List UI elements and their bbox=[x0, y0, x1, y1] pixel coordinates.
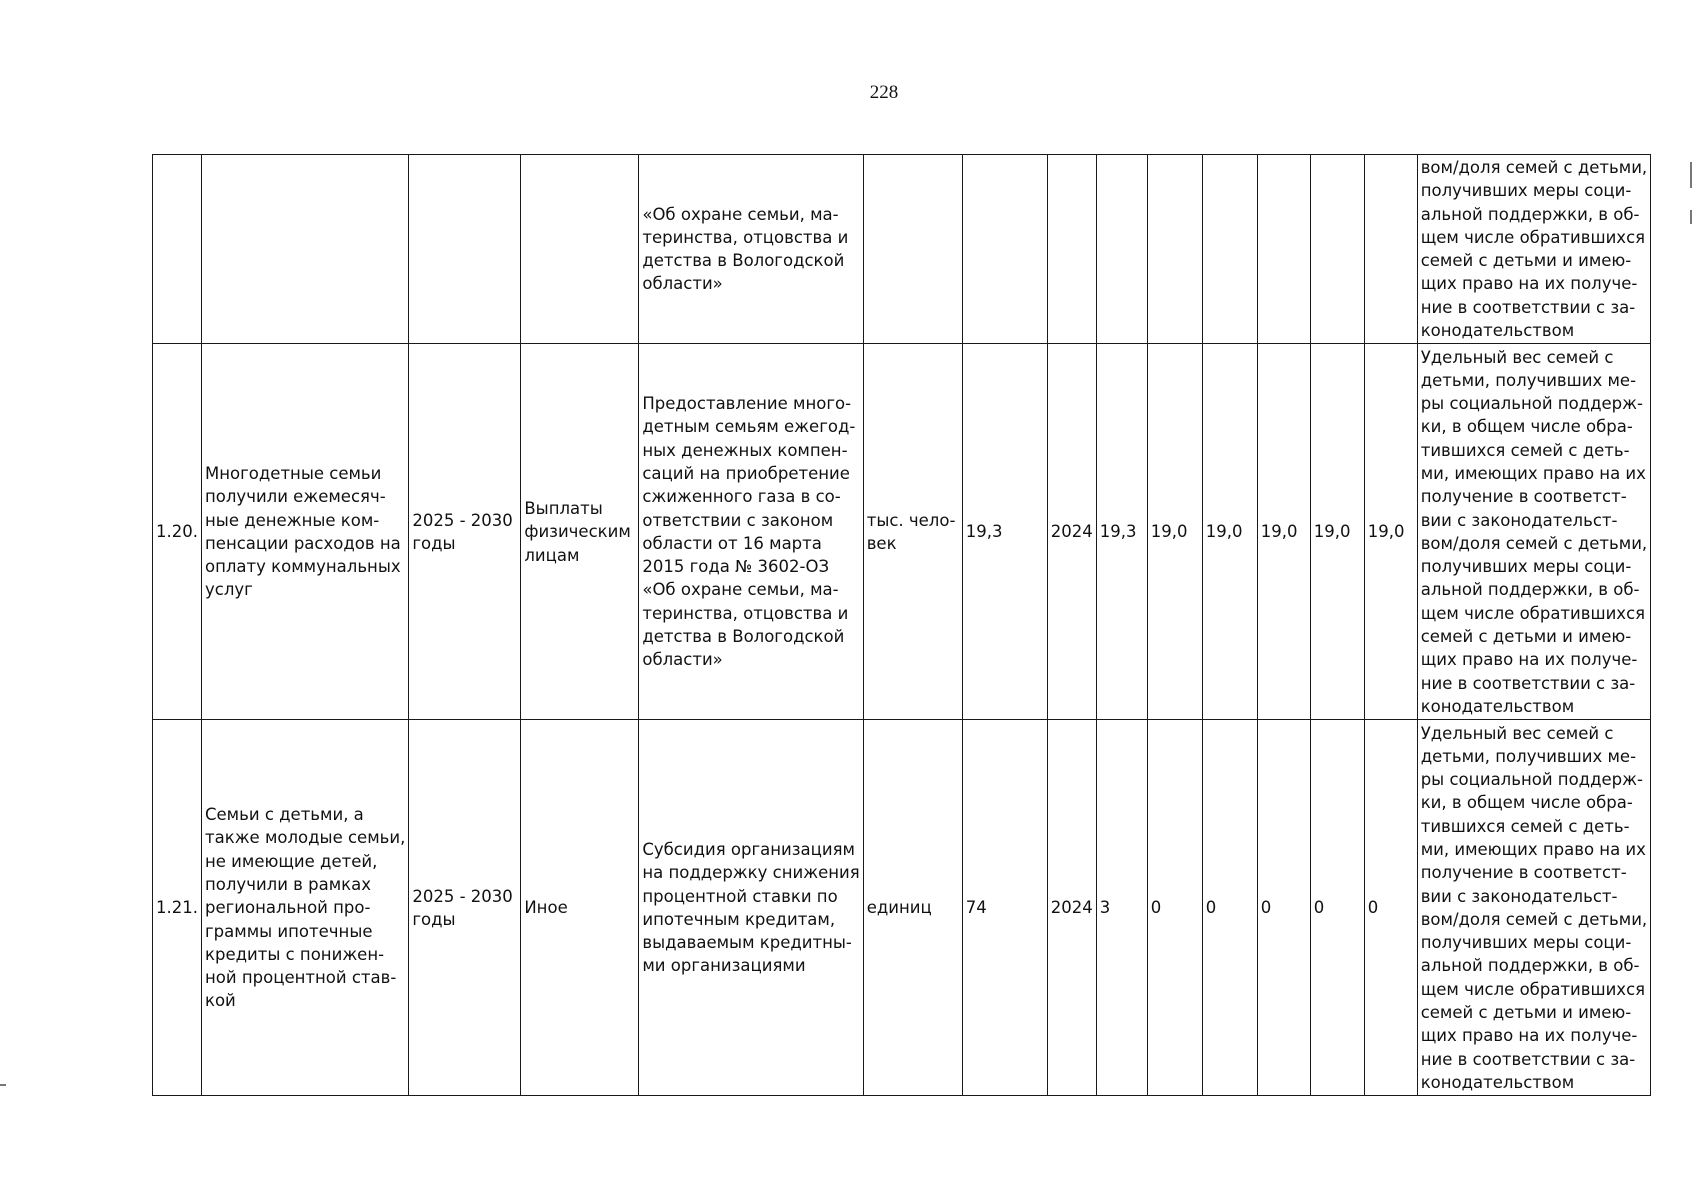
text-line: семей с детьми и имею- bbox=[1420, 1003, 1632, 1023]
text-line: ми, имеющих право на их bbox=[1420, 839, 1646, 859]
value-2025-cell: 19,3 bbox=[1096, 344, 1147, 720]
text-line: области» bbox=[642, 650, 723, 670]
value-2025-cell bbox=[1096, 155, 1147, 344]
text-line: вии с законодательст- bbox=[1420, 886, 1618, 906]
text-line: Субсидия организациям bbox=[642, 839, 855, 859]
text-line: ми организациями bbox=[642, 956, 806, 976]
text-line: ние в соответствии с за- bbox=[1420, 1049, 1636, 1069]
text-line: конодательством bbox=[1420, 696, 1575, 716]
text-line: сжиженного газа в со- bbox=[642, 487, 841, 507]
text-line: граммы ипотечные bbox=[205, 921, 373, 941]
row-number-cell bbox=[153, 155, 202, 344]
unit-cell bbox=[863, 155, 962, 344]
text-line: 2025 - 2030 bbox=[412, 510, 513, 530]
text-line: щем числе обратившихся bbox=[1420, 979, 1646, 999]
base-year-cell bbox=[1047, 155, 1096, 344]
type-cell bbox=[521, 720, 639, 1096]
text-line: детьми, получивших ме- bbox=[1420, 746, 1637, 766]
margin-mark bbox=[1690, 162, 1692, 188]
text-line: кредиты с понижен- bbox=[205, 944, 385, 964]
text-line: получили в рамках bbox=[205, 874, 372, 894]
text-line: Иное bbox=[524, 898, 568, 918]
base-value-cell: 74 bbox=[962, 720, 1047, 1096]
text-line: ные денежные ком- bbox=[205, 510, 380, 530]
value-2029-cell: 0 bbox=[1310, 720, 1364, 1096]
text-line: ки, в общем числе обра- bbox=[1420, 417, 1633, 437]
period-cell bbox=[409, 344, 521, 720]
text-line: детным семьям ежегод- bbox=[642, 417, 856, 437]
value-2028-cell: 0 bbox=[1257, 720, 1310, 1096]
text-line: щем числе обратившихся bbox=[1420, 603, 1646, 623]
value-2029-cell: 19,0 bbox=[1310, 344, 1364, 720]
text-line: 2015 года № 3602-ОЗ bbox=[642, 557, 830, 577]
text-line: вом/доля семей с детьми, bbox=[1420, 909, 1648, 929]
text-line: ры социальной поддерж- bbox=[1420, 394, 1643, 414]
value-2026-cell: 0 bbox=[1147, 720, 1202, 1096]
text-line: кой bbox=[205, 991, 236, 1011]
text-line: не имеющие детей, bbox=[205, 851, 378, 871]
text-line: лицам bbox=[524, 545, 580, 565]
text-line: ние в соответствии с за- bbox=[1420, 673, 1636, 693]
text-line: ми, имеющих право на их bbox=[1420, 463, 1646, 483]
base-year-cell: 2024 bbox=[1047, 344, 1096, 720]
text-line: Многодетные семьи bbox=[205, 463, 382, 483]
text-line: области от 16 марта bbox=[642, 533, 822, 553]
value-2030-cell: 19,0 bbox=[1364, 344, 1417, 720]
text-line: тившихся семей с деть- bbox=[1420, 816, 1630, 836]
row-number-cell: 1.21. bbox=[153, 720, 202, 1096]
text-line: теринства, отцовства и bbox=[642, 227, 849, 247]
text-line: годы bbox=[412, 909, 456, 929]
text-line: щих право на их получе- bbox=[1420, 274, 1638, 294]
text-line: региональной про- bbox=[205, 898, 371, 918]
program-table bbox=[152, 154, 1651, 1096]
text-line: саций на приобретение bbox=[642, 463, 850, 483]
text-line: получивших меры соци- bbox=[1420, 933, 1632, 953]
text-line: годы bbox=[412, 533, 456, 553]
value-2026-cell bbox=[1147, 155, 1202, 344]
period-cell bbox=[409, 720, 521, 1096]
text-line: ных денежных компен- bbox=[642, 440, 848, 460]
text-line: физическим bbox=[524, 522, 631, 542]
text-line: детства в Вологодской bbox=[642, 627, 845, 647]
page-number: 228 bbox=[869, 82, 899, 103]
text-line: тыс. чело- bbox=[866, 510, 956, 530]
value-2027-cell: 0 bbox=[1202, 720, 1257, 1096]
text-line: семей с детьми и имею- bbox=[1420, 627, 1632, 647]
text-line: ответствии с законом bbox=[642, 510, 834, 530]
text-line: пенсации расходов на bbox=[205, 533, 401, 553]
text-line: ры социальной поддерж- bbox=[1420, 770, 1643, 790]
text-line: ной процентной став- bbox=[205, 968, 397, 988]
text-line: ние в соответствии с за- bbox=[1420, 297, 1636, 317]
value-2029-cell bbox=[1310, 155, 1364, 344]
value-2028-cell: 19,0 bbox=[1257, 344, 1310, 720]
text-line: семей с детьми и имею- bbox=[1420, 251, 1632, 271]
text-line: щих право на их получе- bbox=[1420, 650, 1638, 670]
text-line: детства в Вологодской bbox=[642, 251, 845, 271]
text-line: выдаваемым кредитны- bbox=[642, 933, 852, 953]
unit-cell bbox=[863, 720, 962, 1096]
table-row bbox=[153, 720, 1651, 1096]
text-line: единиц bbox=[866, 898, 932, 918]
text-line: 2025 - 2030 bbox=[412, 886, 513, 906]
table-row bbox=[153, 344, 1651, 720]
text-line: ки, в общем числе обра- bbox=[1420, 793, 1633, 813]
measure-cell bbox=[639, 344, 863, 720]
text-line: тившихся семей с деть- bbox=[1420, 440, 1630, 460]
text-line: детьми, получивших ме- bbox=[1420, 370, 1637, 390]
margin-mark bbox=[1690, 210, 1692, 224]
type-cell bbox=[521, 344, 639, 720]
text-line: конодательством bbox=[1420, 1072, 1575, 1092]
text-line: век bbox=[866, 533, 897, 553]
margin-mark bbox=[0, 1084, 6, 1086]
text-line: вом/доля семей с детьми, bbox=[1420, 158, 1648, 177]
text-line: щих право на их получе- bbox=[1420, 1026, 1638, 1046]
indicator-cell bbox=[1417, 344, 1650, 720]
text-line: получивших меры соци- bbox=[1420, 181, 1632, 201]
result-cell bbox=[202, 344, 409, 720]
base-value-cell: 19,3 bbox=[962, 344, 1047, 720]
text-line: Выплаты bbox=[524, 498, 603, 518]
row-number-cell: 1.20. bbox=[153, 344, 202, 720]
result-cell bbox=[202, 155, 409, 344]
text-line: Предоставление много- bbox=[642, 394, 852, 414]
period-cell bbox=[409, 155, 521, 344]
result-cell bbox=[202, 720, 409, 1096]
text-line: услуг bbox=[205, 580, 253, 600]
value-2026-cell: 19,0 bbox=[1147, 344, 1202, 720]
text-line: вии с законодательст- bbox=[1420, 510, 1618, 530]
value-2030-cell: 0 bbox=[1364, 720, 1417, 1096]
indicator-cell bbox=[1417, 720, 1650, 1096]
text-line: Семьи с детьми, а bbox=[205, 805, 364, 825]
text-line: «Об охране семьи, ма- bbox=[642, 204, 839, 224]
text-line: щем числе обратившихся bbox=[1420, 227, 1646, 247]
measure-cell bbox=[639, 720, 863, 1096]
type-cell bbox=[521, 155, 639, 344]
base-value-cell bbox=[962, 155, 1047, 344]
text-line: на поддержку снижения bbox=[642, 863, 860, 883]
text-line: области» bbox=[642, 274, 723, 294]
value-2027-cell: 19,0 bbox=[1202, 344, 1257, 720]
base-year-cell: 2024 bbox=[1047, 720, 1096, 1096]
text-line: «Об охране семьи, ма- bbox=[642, 580, 839, 600]
indicator-cell bbox=[1417, 155, 1650, 344]
text-line: Удельный вес семей с bbox=[1420, 723, 1614, 743]
text-line: Удельный вес семей с bbox=[1420, 347, 1614, 367]
text-line: получение в соответст- bbox=[1420, 863, 1627, 883]
value-2030-cell bbox=[1364, 155, 1417, 344]
text-line: альной поддержки, в об- bbox=[1420, 580, 1640, 600]
text-line: альной поддержки, в об- bbox=[1420, 956, 1640, 976]
text-line: процентной ставки по bbox=[642, 886, 838, 906]
text-line: теринства, отцовства и bbox=[642, 603, 849, 623]
value-2025-cell: 3 bbox=[1096, 720, 1147, 1096]
text-line: ипотечным кредитам, bbox=[642, 909, 836, 929]
text-line: альной поддержки, в об- bbox=[1420, 204, 1640, 224]
text-line: получили ежемесяч- bbox=[205, 487, 386, 507]
text-line: получивших меры соци- bbox=[1420, 557, 1632, 577]
value-2027-cell bbox=[1202, 155, 1257, 344]
text-line: конодательством bbox=[1420, 321, 1575, 341]
table-row bbox=[153, 155, 1651, 344]
measure-cell bbox=[639, 155, 863, 344]
value-2028-cell bbox=[1257, 155, 1310, 344]
text-line: получение в соответст- bbox=[1420, 487, 1627, 507]
unit-cell bbox=[863, 344, 962, 720]
text-line: вом/доля семей с детьми, bbox=[1420, 533, 1648, 553]
text-line: оплату коммунальных bbox=[205, 557, 401, 577]
text-line: также молодые семьи, bbox=[205, 828, 406, 848]
